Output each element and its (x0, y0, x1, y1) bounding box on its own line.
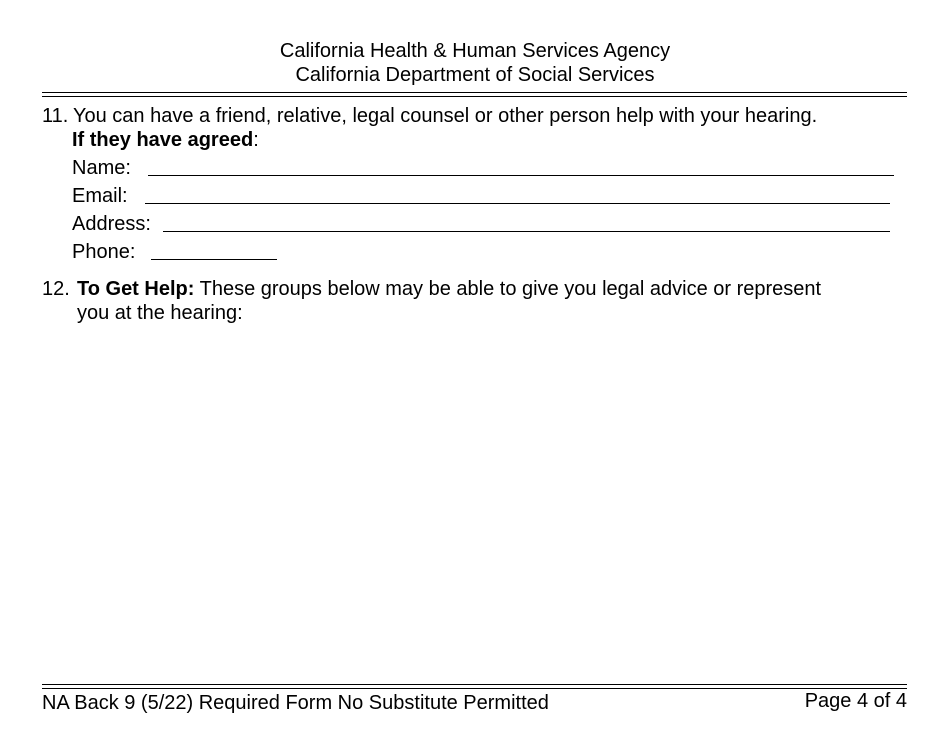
footer-rule-top (42, 684, 907, 685)
department-name: California Department of Social Services (295, 64, 655, 86)
item-11-agreed (72, 128, 259, 152)
address-label: Address: (72, 213, 151, 235)
item-12-text-1: These groups below may be able to give you legal advice or represent (199, 278, 822, 300)
phone-field[interactable] (151, 259, 277, 260)
phone-label: Phone: (72, 241, 136, 263)
form-identifier: NA Back 9 (5/22) Required Form No Substitute Permitted (42, 692, 549, 714)
name-field[interactable] (148, 175, 894, 176)
page-number: Page 4 of 4 (804, 690, 907, 712)
header-rule-top (42, 92, 907, 93)
name-label: Name: (72, 157, 131, 179)
header-rule-bottom (42, 96, 907, 97)
item-11-text: You can have a friend, relative, legal counsel or other person help with your hearing. (73, 105, 818, 127)
email-label: Email: (72, 185, 128, 207)
footer-rule-bottom (42, 688, 907, 689)
agreed-heading: If they have agreed (72, 129, 254, 151)
agency-name: California Health & Human Services Agency (279, 40, 671, 62)
email-field[interactable] (145, 203, 890, 204)
address-field[interactable] (163, 231, 890, 232)
agreed-colon: : (253, 129, 259, 151)
item-12-line-1 (77, 277, 821, 301)
item-12-line-2: you at the hearing: (77, 302, 243, 324)
item-12-number: 12. (42, 278, 70, 300)
page-header (0, 39, 950, 87)
item-11-number: 11. (42, 105, 69, 127)
get-help-heading: To Get Help: (77, 278, 195, 300)
